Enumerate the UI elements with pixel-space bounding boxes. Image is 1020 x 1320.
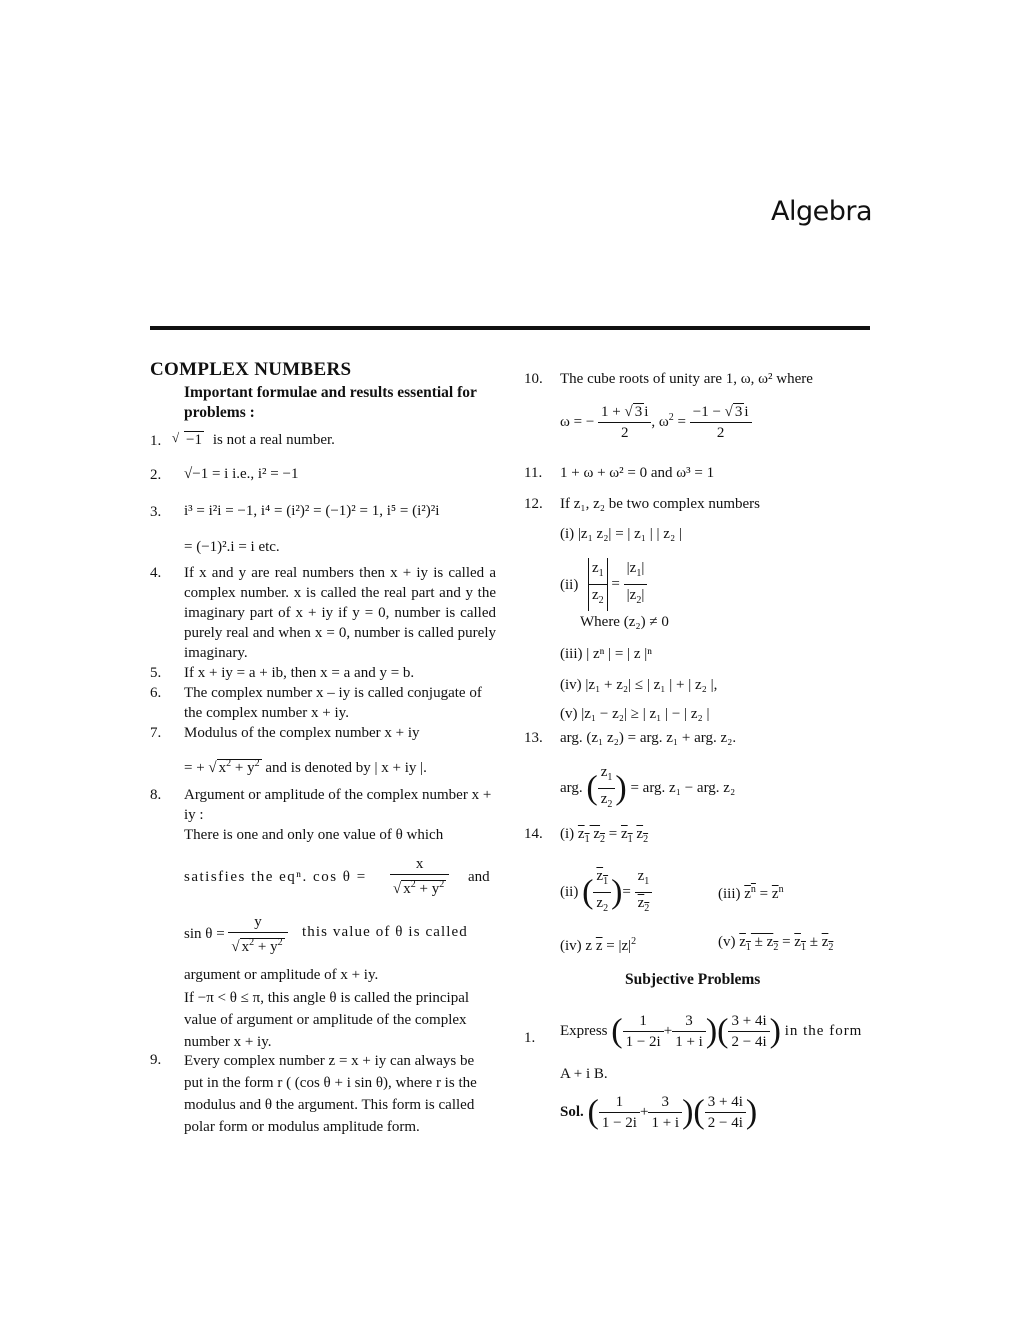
item-text: There is one and only one value of θ which: [184, 827, 444, 843]
modulus-formula: = + √ $x^2 + y^2$ and is denoted by | x + iy |.: [184, 758, 427, 776]
item-text: satisfies the eqⁿ. cos θ =: [184, 869, 367, 885]
item-number: 10.: [524, 371, 543, 387]
item-text: The cube roots of unity are 1, ω, ω² where: [560, 371, 813, 387]
item-number: 12.: [524, 496, 543, 512]
sin-formula: sin θ = $\frac{y}{√ x^2 + y^2}$: [184, 912, 288, 957]
section-heading: COMPLEX NUMBERS: [150, 359, 352, 380]
item-text: −1√ is not a real number.: [171, 430, 335, 448]
item-text: If x + iy = a + ib, then x = a and y = b.: [184, 665, 415, 681]
sol-label: Sol.: [560, 1103, 584, 1120]
item-text: = (−1)².i = i etc.: [184, 539, 280, 555]
item-text: (iii) | zⁿ | = | z |ⁿ: [560, 646, 652, 662]
item-text: If x and y are real numbers then x + iy is called a complex number. x is called the real part and y the imaginary part of x + iy if y = 0, number is called purely real and when x = 0, number is called purely imaginary.: [184, 565, 496, 661]
cos-fraction: $\frac{x}{√ x^2 + y^2}$: [390, 854, 449, 899]
chapter-title: Algebra: [770, 196, 872, 227]
conjugate-sum: (v) $z_1 \pm z_2 = z_1 \pm z_2$: [718, 934, 834, 953]
problem-form: A + i B.: [560, 1066, 608, 1082]
item-number: 1.: [150, 433, 162, 449]
item-label: (ii): [560, 577, 579, 593]
item-number: 7.: [150, 725, 162, 741]
item-text: this value of θ is called: [302, 924, 468, 940]
item-number: 14.: [524, 826, 543, 842]
left-column: [150, 382, 500, 1142]
item-text: argument or amplitude of x + iy.: [184, 967, 379, 983]
item-number: 6.: [150, 685, 162, 701]
item-text-1: is not a real number.: [209, 432, 335, 448]
item-text: 1 + ω + ω² = 0 and ω³ = 1: [560, 465, 715, 481]
conjugate-power: (iii) $z^n = \overline{z}^n$: [718, 884, 784, 902]
subjective-title: Subjective Problems: [625, 971, 761, 988]
item-number: 13.: [524, 730, 543, 746]
item-text: Argument or amplitude of the complex number x + iy :: [184, 787, 492, 823]
item-text: (v) |z₁ − z₂| ≥ | z₁ | − | z₂ |: [560, 706, 710, 722]
right-column: [524, 366, 874, 1146]
arg-quotient: arg. ( $\frac{z_1}{z_2}$ ) = arg. z₁ − arg. z₂: [560, 764, 736, 810]
item-label: (i): [560, 826, 575, 842]
arg-label: arg.: [560, 779, 583, 796]
item-text: and: [468, 869, 490, 885]
item-text: If −π < θ ≤ π, this angle θ is called the principal value of argument or amplitude of the complex number x + iy.: [184, 990, 470, 1050]
item-number: 11.: [524, 465, 543, 481]
item-text: i³ = i²i = −1, i⁴ = (i²)² = (−1)² = 1, i⁵ = (i²)²i: [184, 503, 440, 519]
item-text: The complex number x – iy is called conjugate of the complex number x + iy.: [184, 685, 482, 721]
item-text: and is denoted by | x + iy |.: [265, 760, 427, 776]
item-number: 4.: [150, 565, 162, 581]
item-label: (iv): [560, 938, 582, 954]
item-text: √−1 = i i.e., i² = −1: [184, 466, 299, 482]
in-form-label: in the form: [784, 1022, 863, 1039]
item-text: arg. (z₁ z₂) = arg. z₁ + arg. z₂.: [560, 730, 737, 746]
item-number: 5.: [150, 665, 162, 681]
conjugate-product: (i) $z_1$ $z_2 = z_1$ $z_2$: [560, 826, 649, 845]
item-label: (v): [718, 934, 736, 950]
problem-expression: Express ( $\frac{1}{1 - 2i}$ + $\frac{3}{1 + i}$ )( $\frac{3 + 4i}{2 - 4i}$ ) in the form: [560, 1012, 863, 1050]
item-text: Every complex number z = x + iy can always be put in the form r ( (cos θ + i sin θ), where r is the modulus and θ the argument. This form is called polar form or modulus amplitude form.: [184, 1053, 477, 1135]
solution: Sol. ( $\frac{1}{1 - 2i}$ + $\frac{3}{1 + i}$ )( $\frac{3 + 4i}{2 - 4i}$ ): [560, 1093, 758, 1131]
item-text: Modulus of the complex number x + iy: [184, 725, 420, 741]
subheading: Important formulae and results essential for problems :: [184, 384, 477, 421]
problem-number: 1.: [524, 1030, 536, 1046]
item-label: (ii): [560, 883, 579, 900]
item-text: (iv) |z₁ + z₂| ≤ | z₁ | + | z₂ |,: [560, 677, 718, 693]
conjugate-quotient: (ii) ( $\frac{z_1}{z_2}$ )= $\frac{z_1}{z_2}$: [560, 866, 652, 919]
express-label: Express: [560, 1022, 608, 1039]
item-text: Where (z₂) ≠ 0: [580, 614, 669, 630]
divider-rule: [150, 326, 870, 330]
item-number: 3.: [150, 504, 162, 520]
omega-formula: ω = − $\frac{1 + √ 3 i}{2}$ , $\omega^2$ = $\frac{-1 - √ 3 i}{2}$: [560, 402, 752, 443]
z-zbar: (iv) z $\overline{z} = |z|^2$: [560, 936, 637, 954]
item-number: 9.: [150, 1052, 162, 1068]
arg-text: = arg. z₁ − arg. z₂: [630, 779, 736, 796]
item-label: (iii): [718, 886, 741, 902]
item-text: (i) |z₁ z₂| = | z₁ | | z₂ |: [560, 526, 682, 542]
item-number: 2.: [150, 467, 162, 483]
modulus-quotient: $\frac{z_1}{z_2}$ = $\frac{|z_1|}{|z_2|}$: [588, 558, 647, 611]
item-text: If z₁, z₂ be two complex numbers: [560, 496, 760, 512]
item-number: 8.: [150, 787, 162, 803]
